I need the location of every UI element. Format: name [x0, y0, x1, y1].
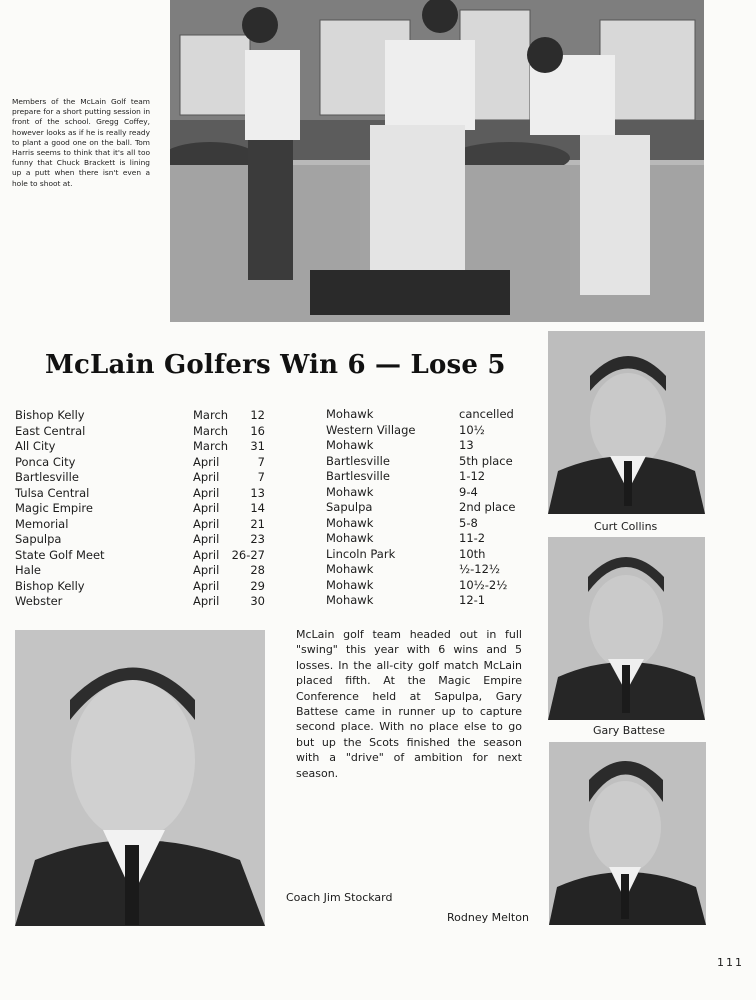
portrait-label-coach: Coach Jim Stockard	[286, 891, 393, 904]
schedule-month: April	[193, 485, 220, 500]
schedule-opponent: Sapulpa	[326, 500, 373, 514]
schedule-date	[193, 517, 265, 533]
schedule-day: 13	[250, 485, 265, 500]
schedule-result: ½-12½	[459, 562, 501, 576]
schedule-date	[193, 532, 265, 548]
schedule-result: 5-8	[459, 515, 478, 530]
schedule-result: cancelled	[459, 407, 514, 421]
schedule-date	[193, 439, 265, 455]
gary-battese-portrait	[548, 537, 705, 720]
schedule-day: 12	[250, 408, 265, 422]
schedule-event: Bishop Kelly	[15, 408, 85, 422]
schedule-date	[193, 563, 265, 579]
schedule-month: April	[193, 454, 220, 469]
schedule-day: 23	[250, 532, 265, 546]
schedule-day: 26-27	[231, 547, 265, 562]
schedule-month: April	[193, 578, 220, 593]
schedule-opponent: Mohawk	[326, 484, 374, 499]
story-text: McLain golf team headed out in full "swing" this year with 6 wins and 5 losses. In the all-city golf match McLain placed fifth. At the Magic Empire Conference held at Sapulpa, Gary Battese came in runner up to capture second place. With no place else to go but up the Scots finished the season with a "drive" of ambition for next season.	[296, 628, 522, 780]
schedule-result: 9-4	[459, 484, 478, 499]
schedule-month: March	[193, 439, 229, 453]
schedule-result: 10½	[459, 422, 485, 437]
schedule-date	[193, 579, 265, 595]
schedule-event: Bartlesville	[15, 470, 79, 484]
schedule-month: April	[193, 470, 220, 484]
curt-collins-portrait	[548, 331, 705, 514]
schedule-result: 12-1	[459, 593, 486, 607]
page-headline: McLain Golfers Win 6 — Lose 5	[45, 350, 506, 380]
schedule-date	[193, 548, 265, 564]
schedule-month: April	[193, 516, 220, 531]
schedule-result: 2nd place	[459, 500, 516, 514]
schedule-opponent: Mohawk	[326, 593, 374, 607]
schedule-event: Tulsa Central	[15, 485, 90, 500]
schedule-result: 5th place	[459, 453, 513, 468]
schedule-event: Memorial	[15, 516, 69, 531]
schedule-result: 10th	[459, 546, 486, 561]
schedule-date-column	[193, 408, 265, 610]
schedule-event: Webster	[15, 594, 63, 608]
schedule-result: 10½-2½	[459, 577, 508, 592]
schedule-opponent: Mohawk	[326, 438, 374, 452]
schedule-event: Ponca City	[15, 454, 76, 469]
schedule-date	[193, 594, 265, 610]
schedule-month: March	[193, 408, 229, 422]
schedule-day: 31	[250, 439, 265, 453]
schedule-day: 16	[250, 423, 265, 438]
coach-portrait	[15, 630, 265, 926]
schedule-opponent-column	[326, 407, 415, 609]
portrait-label-gary: Gary Battese	[593, 724, 665, 737]
schedule-date	[193, 455, 265, 471]
schedule-month: April	[193, 563, 220, 577]
schedule-event: All City	[15, 439, 56, 453]
schedule-date	[193, 424, 265, 440]
schedule-day: 30	[250, 594, 265, 608]
schedule-month: April	[193, 594, 220, 608]
schedule-month: April	[193, 501, 220, 515]
schedule-opponent: Mohawk	[326, 515, 374, 530]
schedule-opponent: Western Village	[326, 422, 416, 437]
schedule-event: East Central	[15, 423, 86, 438]
schedule-event: Sapulpa	[15, 532, 62, 546]
schedule-date	[193, 501, 265, 517]
schedule-date	[193, 408, 265, 424]
portrait-label-rodney: Rodney Melton	[447, 911, 529, 924]
schedule-result: 13	[459, 438, 474, 452]
schedule-event: Bishop Kelly	[15, 578, 85, 593]
schedule-opponent: Bartlesville	[326, 453, 390, 468]
schedule-opponent: Mohawk	[326, 407, 374, 421]
schedule-day: 28	[250, 563, 265, 577]
schedule-result: 1-12	[459, 469, 486, 483]
schedule-month: April	[193, 532, 220, 546]
schedule-event: Hale	[15, 563, 41, 577]
schedule-opponent: Mohawk	[326, 531, 374, 545]
schedule-event: Magic Empire	[15, 501, 93, 515]
schedule-day: 14	[250, 501, 265, 515]
portrait-label-curt: Curt Collins	[594, 520, 658, 533]
schedule-month: April	[193, 547, 220, 562]
schedule-opponent: Mohawk	[326, 577, 374, 592]
page-number: 111	[717, 956, 744, 969]
photo-caption: Members of the McLain Golf team prepare for a short putting session in front of the school. Gregg Coffey, however looks as if he is really ready to plant a good one on the ball. Tom Harris seems to think that it's all too funny that Chuck Brackett is lining up a putt when there isn't even a hole to shoot at.	[12, 97, 150, 188]
schedule-opponent: Bartlesville	[326, 469, 390, 483]
rodney-melton-portrait	[549, 742, 706, 925]
schedule-month: March	[193, 423, 229, 438]
schedule-event: State Golf Meet	[15, 547, 105, 562]
schedule-day: 7	[257, 470, 265, 484]
schedule-date	[193, 486, 265, 502]
schedule-day: 29	[250, 578, 265, 593]
schedule-date	[193, 470, 265, 486]
schedule-result-column	[459, 407, 516, 609]
schedule-opponent: Mohawk	[326, 562, 374, 576]
schedule-result: 11-2	[459, 531, 486, 545]
schedule-event-column	[15, 408, 105, 610]
schedule-day: 21	[250, 516, 265, 531]
golf-team-photo	[170, 0, 704, 322]
schedule-day: 7	[257, 454, 265, 469]
schedule-opponent: Lincoln Park	[326, 546, 396, 561]
